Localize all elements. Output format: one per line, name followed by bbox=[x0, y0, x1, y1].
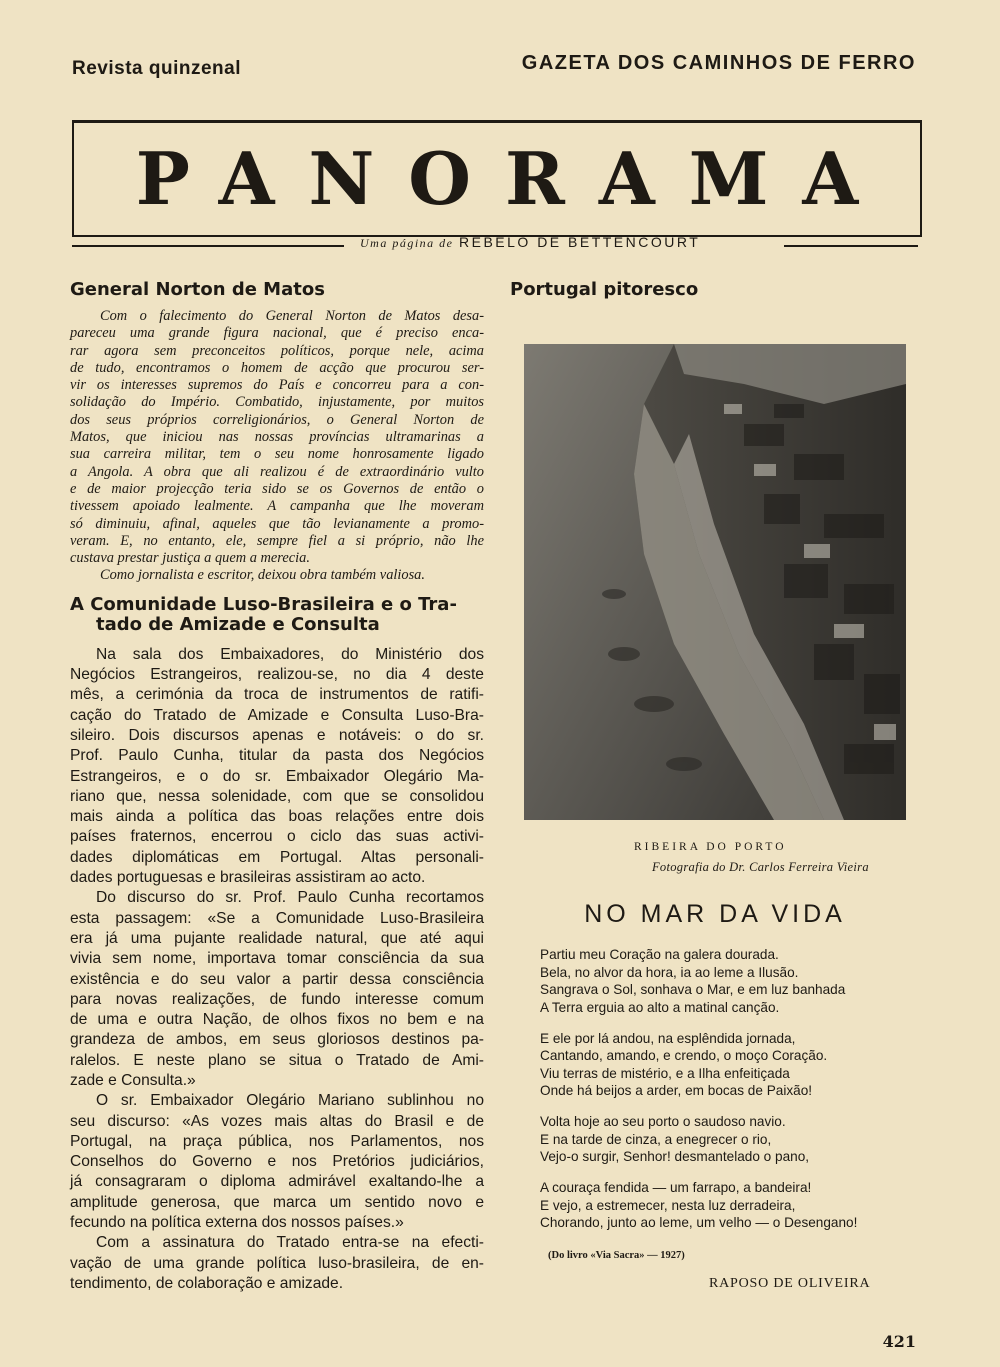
text-line: para novas realizações, de fundo interesse comum bbox=[70, 990, 484, 1008]
text-line: dos seus próprios correligionários, o General Norton de bbox=[70, 411, 484, 428]
text-line: tendimento, de colaboração e amizade. bbox=[70, 1274, 344, 1292]
text-line: vir os interesses supremos do País e concorreu para a con- bbox=[70, 377, 484, 394]
text-line: Estrangeiros, e o do sr. Embaixador Olegário Ma- bbox=[70, 767, 484, 785]
text-line: só diminuiu, afinal, aqueles que tão levianamente a promo- bbox=[70, 515, 484, 532]
text-line: fecundo na política externa dos nossos países.» bbox=[70, 1214, 404, 1232]
photo-credit: Fotografia do Dr. Carlos Ferreira Vieira bbox=[652, 860, 869, 874]
section-norton-text bbox=[70, 308, 484, 567]
byline-prefix: Uma página de bbox=[360, 236, 454, 250]
byline-author: REBELO DE BETTENCOURT bbox=[459, 234, 701, 250]
text-line: Na sala dos Embaixadores, do Ministério dos bbox=[96, 645, 484, 663]
poem-stanza bbox=[540, 1113, 920, 1166]
paragraph-4 bbox=[70, 1233, 484, 1294]
text-line: Portugal, na praça pública, nos Parlamentos, nos bbox=[70, 1132, 484, 1150]
text-line: riano que, nessa solenidade, com que se consolidou bbox=[70, 787, 484, 805]
banner-byline bbox=[72, 232, 918, 256]
poem-verse: E na tarde de cinza, a enegrecer o rio, bbox=[540, 1131, 772, 1147]
text-line: tivessem apoiado lealmente. A campanha que lhe moveram bbox=[70, 498, 484, 515]
poem-verse: Chorando, junto ao leme, um velho — o Desengano! bbox=[540, 1215, 858, 1230]
text-line: Matos, que iniciou nas nossas províncias ultramarinas a bbox=[70, 429, 484, 446]
section-title-line-1: A Comunidade Luso-Brasileira e o Tra- bbox=[70, 593, 457, 615]
poem-verse: A couraça fendida — um farrapo, a bandeira! bbox=[540, 1180, 812, 1195]
aerial-photo-ribeira bbox=[524, 344, 906, 820]
poem-stanza bbox=[540, 1179, 920, 1232]
byline-text bbox=[360, 234, 700, 252]
text-line: era já uma pujante realidade natural, que até aqui bbox=[70, 929, 484, 947]
section-title-portugal: Portugal pitoresco bbox=[510, 279, 699, 300]
paragraph-1 bbox=[70, 645, 484, 889]
text-line: mais ainda a política das boas relações entre dois bbox=[70, 808, 484, 826]
poem-stanza bbox=[540, 1030, 920, 1100]
header-magazine-title: GAZETA DOS CAMINHOS DE FERRO bbox=[521, 52, 916, 74]
text-line: seu discurso: «As vozes mais altas do Brasil e de bbox=[70, 1112, 484, 1130]
poem-verse: Vejo-o surgir, Senhor! desmantelado o pano, bbox=[540, 1149, 810, 1164]
poem-author: RAPOSO DE OLIVEIRA bbox=[709, 1276, 871, 1291]
text-line: Com a assinatura do Tratado entra-se na efecti- bbox=[96, 1234, 484, 1252]
text-line: dades portuguesas e brasileiras assistiram ao acto. bbox=[70, 869, 426, 887]
text-line: veram. E, no entanto, ele, sempre fiel a si próprio, não lhe bbox=[70, 532, 484, 549]
section-title-line-2: tado de Amizade e Consulta bbox=[96, 613, 380, 635]
text-line: Conselhos do Governo e nos Pretórios judiciários, bbox=[70, 1153, 484, 1171]
text-line: dades diplomáticas em Portugal. Altas personali- bbox=[70, 848, 484, 866]
byline-rule-left bbox=[72, 245, 344, 247]
text-line: solidação do Império. Combatido, injustamente, por muitos bbox=[70, 394, 484, 411]
text-line: pareceu uma grande figura nacional, que é preciso enca- bbox=[70, 325, 484, 342]
text-line: ralelos. E neste plano se situa o Tratado de Ami- bbox=[70, 1051, 484, 1069]
poem-verse: E ele por lá andou, na esplêndida jornada, bbox=[540, 1030, 796, 1046]
right-column bbox=[510, 280, 914, 300]
poem-verse: Bela, no alvor da hora, ia ao leme a Ilusão. bbox=[540, 964, 799, 980]
panorama-banner bbox=[72, 120, 922, 237]
text-line: a Angola. A obra que ali realizou é de extraordinário vulto bbox=[70, 463, 484, 480]
poem-verse: E vejo, a estremecer, nesta luz derradeira, bbox=[540, 1197, 796, 1213]
text-line: Com o falecimento do General Norton de Matos desa- bbox=[100, 308, 484, 324]
text-line: O sr. Embaixador Olegário Mariano sublinhou no bbox=[96, 1092, 484, 1110]
poem-verse: Viu terras de mistério, e a Ilha enfeitiçada bbox=[540, 1065, 790, 1081]
text-line: Negócios Estrangeiros, realizou-se, no dia 4 deste bbox=[70, 666, 484, 684]
text-line: esta passagem: «Se a Comunidade Luso-Brasileira bbox=[70, 909, 484, 927]
poem-verse: Volta hoje ao seu porto o saudoso navio. bbox=[540, 1114, 786, 1129]
poem-body bbox=[540, 946, 920, 1245]
banner-title: PANORAMA bbox=[135, 136, 893, 221]
text-line: de tudo, encontramos o homem de acção que procurou ser- bbox=[70, 359, 484, 376]
text-line: zade e Consulta.» bbox=[70, 1071, 196, 1089]
section-title-norton: General Norton de Matos bbox=[70, 279, 325, 300]
text-line: Do discurso do sr. Prof. Paulo Cunha recortamos bbox=[96, 889, 484, 907]
text-line: amplitude generosa, que marca um sentido novo e bbox=[70, 1193, 484, 1211]
paragraph-3 bbox=[70, 1091, 484, 1233]
header-periodicity: Revista quinzenal bbox=[72, 58, 241, 79]
text-line: cação do Tratado de Amizade e Consulta Luso-Bra- bbox=[70, 706, 484, 724]
poem-verse: Sangrava o Sol, sonhava o Mar, e em luz banhada bbox=[540, 982, 846, 997]
text-line: sua carreira militar, tem o seu nome honrosamente ligado bbox=[70, 446, 484, 463]
text-line: e de maior projecção teria sido se os Governos de então o bbox=[70, 480, 484, 497]
section-title-comunidade bbox=[70, 595, 484, 635]
text-line: grandeza de ambos, em seus gloriosos destinos pa- bbox=[70, 1031, 484, 1049]
text-line: rar agora sem preconceitos políticos, porque nele, acima bbox=[70, 342, 484, 359]
text-line: de uma e outra Nação, de olhos fixos no bem e na bbox=[70, 1011, 484, 1029]
poem-verse: Partiu meu Coração na galera dourada. bbox=[540, 947, 779, 962]
left-column bbox=[70, 280, 484, 1294]
poem-source: (Do livro «Via Sacra» — 1927) bbox=[548, 1250, 685, 1261]
text-line: Prof. Paulo Cunha, titular da pasta dos Negócios bbox=[70, 747, 484, 765]
byline-rule-right bbox=[784, 245, 918, 247]
poem-verse: Onde há beijos a arder, em bocas de Paixão! bbox=[540, 1083, 813, 1098]
text-line: custava prestar justiça a quem a merecia. bbox=[70, 550, 310, 567]
poem-stanza bbox=[540, 946, 920, 1016]
poem-title: NO MAR DA VIDA bbox=[584, 900, 846, 928]
photo-caption: RIBEIRA DO PORTO bbox=[634, 841, 787, 853]
section-norton-last: Como jornalista e escritor, deixou obra também valiosa. bbox=[100, 567, 425, 584]
text-line: vivia sem nome, importava tomar consciência da sua bbox=[70, 950, 484, 968]
poem-verse: Cantando, amando, e crendo, o moço Coração. bbox=[540, 1048, 828, 1063]
text-line: sileiro. Dois discursos apenas e notáveis: o do sr. bbox=[70, 726, 484, 744]
photo-illustration bbox=[524, 344, 906, 820]
text-line: mês, a cerimónia da troca de instrumentos de ratifi- bbox=[70, 686, 484, 704]
poem-verse: A Terra erguia ao alto a matinal canção. bbox=[540, 999, 780, 1015]
page-number: 421 bbox=[882, 1332, 916, 1351]
text-line: já consagraram o diploma admirável exaltando-lhe a bbox=[70, 1173, 484, 1191]
text-line: países fraternos, encerrou o ciclo das suas activi- bbox=[70, 828, 484, 846]
text-line: vação de uma grande política luso-brasileira, de en- bbox=[70, 1254, 484, 1272]
text-line: existência e do seu valor a partir dessa consciência bbox=[70, 970, 484, 988]
paragraph-2 bbox=[70, 888, 484, 1091]
